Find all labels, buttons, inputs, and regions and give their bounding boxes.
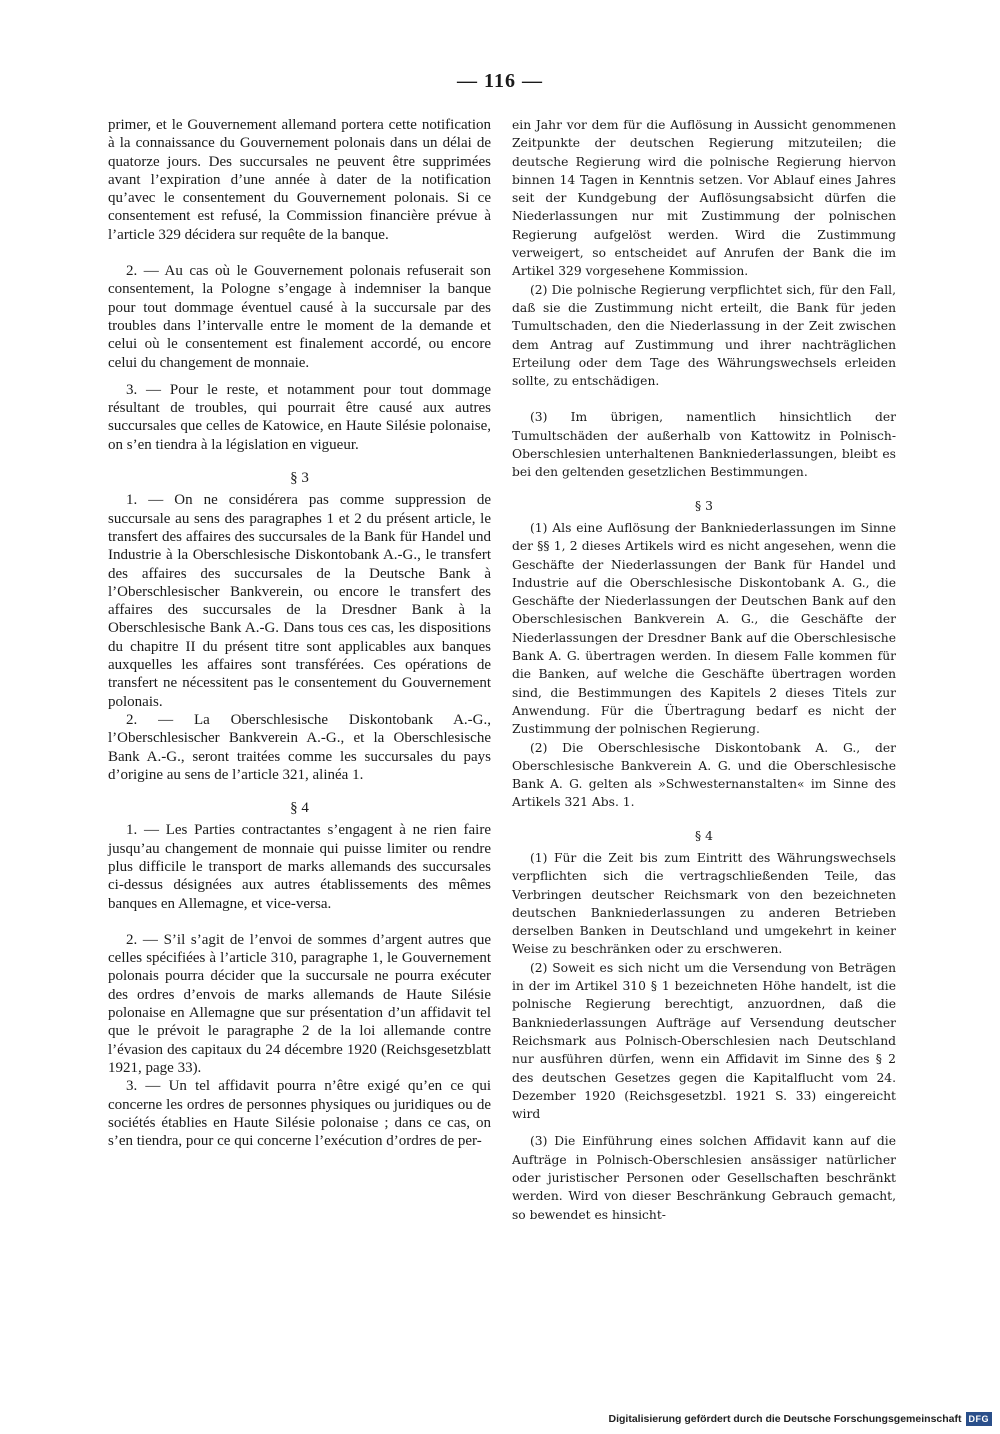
digitization-footer (609, 1412, 992, 1426)
de-section-3-paragraph-2: (2) Die Oberschlesische Diskontobank A. G., der Oberschlesische Bankverein A. G. und die Oberschlesische Bank A. G. gelten als »Schwesternanstalten« im Sinne des Artikels 321 Abs. 1. (512, 740, 896, 810)
page-number: — 116 — (457, 70, 543, 92)
de-section-4-paragraph-2: (2) Soweit es sich nicht um die Versendung von Beträgen in der im Artikel 310 § 1 bezeichneten Höhe handelt, ist die polnische Regierung berechtigt, anzuordnen, daß die Bankniederlassungen Aufträge auf Versendung deutscher Reichsmark aus Polnisch-Oberschlesien nach Deutschland nur ausführen dürfen, wenn ein Affidavit im Sinne des § 2 des deutschen Gesetzes gegen die Kapitalflucht vom 24. Dezember 1920 (Reichsgesetzbl. 1921 S. 33) eingereicht wird (512, 960, 896, 1122)
fr-section-4-title: § 4 (290, 800, 309, 817)
de-section-4-paragraph-1: (1) Für die Zeit bis zum Eintritt des Währungswechsels verpflichten sich die vertragschließenden Teile, das Verbringen deutscher Reichsmark von den bezeichneten deutschen Bankniederlassungen zu anderen Betrieben derselben Banken in Deutschland und umgekehrt in keiner Weise zu beschränken oder zu erschweren. (512, 850, 896, 957)
fr-section-4-paragraph-1: 1. — Les Parties contractantes s’engagent à ne rien faire jusqu’au changement de monnaie qui puisse limiter ou rendre plus difficile le transport de marks allemands des succursales ci-dessus désignées aux autres établissements des mêmes banques en Allemagne, et vice-versa. (108, 822, 491, 912)
de-section-3-paragraph-1: (1) Als eine Auflösung der Bankniederlassungen im Sinne der §§ 1, 2 dieses Artikels wird es nicht angesehen, wenn die Geschäfte der Niederlassungen der Bank für Handel und Industrie auf die Oberschlesische Diskontobank A. G., die Geschäfte der Niederlassungen der Deutschen Bank auf den Oberschlesischen Bankverein A. G., die Geschäfte der Niederlassungen der Dresdner Bank auf die Oberschlesische Bank A. G. übertragen werden. In diesem Falle kommen für die Banken, auf welche die Geschäfte übertragen worden sind, die Bestimmungen des Kapitels 2 dieses Titels zur Anwendung. Für die Übertragung bedarf es nicht der Zustimmung der polnischen Regierung. (512, 520, 896, 737)
de-section-4-title: § 4 (695, 828, 713, 843)
de-paragraph-2: (2) Die polnische Regierung verpflichtet sich, für den Fall, daß sie die Zustimmung nicht erteilt, die Bank für jeden Tumultschaden, den die Niederlassung in der Zeit zwischen dem Antrag auf Zustimmung und ihrer nachträglichen Erteilung oder dem Tage des Währungswechsels erleiden sollte, zu entschädigen. (512, 282, 896, 389)
de-paragraph-3: (3) Im übrigen, namentlich hinsichtlich der Tumultschäden der außerhalb von Kattowitz in Polnisch-Oberschlesien unterhaltenen Bankniederlassungen, bleibt es bei den geltenden gesetzlichen Bestimmungen. (512, 410, 896, 480)
fr-section-4-paragraph-2: 2. — S’il s’agit de l’envoi de sommes d’argent autres que celles spécifiées à l’article 310, paragraphe 1, le Gouvernement polonais pourra décider que la succursale ne pourra exécuter des ordres d’envois de marks allemands de Haute Silésie polonaise en Allemagne que sur présentation d’un affidavit tel que le prévoit le paragraphe 2 de la loi allemande contre l’évasion des capitaux du 24 décembre 1920 (Reichsgesetzblatt 1921, page 33). (108, 931, 491, 1076)
french-column (108, 116, 491, 1150)
fr-paragraph-3: 3. — Pour le reste, et notamment pour tout dommage résultant de troubles, qui pourrait être causé aux autres succursales que celles de Katowice, en Haute Silésie polonaise, on s’en tiendra à la législation en vigueur. (108, 381, 491, 453)
fr-paragraph-2: 2. — Au cas où le Gouvernement polonais refuserait son consentement, la Pologne s’engage à indemniser la banque pour tout dommage éventuel causé à la succursale par des troubles dans l’intervalle entre le moment de la demande et celui où le consentement est finalement accordé, ou encore celui du changement de monnaie. (108, 263, 491, 371)
de-section-3-title: § 3 (695, 498, 713, 513)
de-section-4-paragraph-3: (3) Die Einführung eines solchen Affidavit kann auf die Aufträge in Polnisch-Oberschlesien ansässiger natürlicher oder juristischer Personen oder Gesellschaften beschränkt werden. Wird von dieser Beschränkung Gebrauch gemacht, so bewendet es hinsicht- (512, 1134, 896, 1222)
fr-section-3-paragraph-1: 1. — On ne considérera pas comme suppression de succursale au sens des paragraphes 1 et 2 du présent article, le transfert des affaires des succursales de la Bank für Handel und Industrie à la Oberschlesische Diskontobank A.-G., le transfert des affaires des succursales de la Deutsche Bank à l’Oberschlesischer Bankverein, ou encore le transfert des affaires des succursales de la Dresdner Bank à la Oberschlesische Bank A.-G. Dans tous ces cas, les dispositions du chapitre II du présent titre sont applicables aux banques auxquelles les affaires sont transférées. Ces opérations de transfert ne nécessitent pas le consentement du Gouvernement polonais. (108, 492, 491, 710)
fr-section-4-paragraph-3: 3. — Un tel affidavit pourra n’être exigé qu’en ce qui concerne les ordres de personnes physiques ou juridiques ou de sociétés établies en Haute Silésie polonaise ; dans ce cas, on s’en tiendra, pour ce qui concerne l’exécution d’ordres de per- (108, 1078, 491, 1150)
german-column (512, 116, 896, 1224)
fr-paragraph-1: primer, et le Gouvernement allemand portera cette notification à la connaissance du Gouvernement polonais dans un délai de quatorze jours. Des succursales ne peuvent être supprimées avant l’expiration d’une année à dater de la notification qu’avec le consentement du Gouvernement polonais. Si ce consentement est refusé, la Commission financière prévue à l’article 329 décidera sur requête de la banque. (108, 117, 491, 243)
fr-section-3-paragraph-2: 2. — La Oberschlesische Diskontobank A.-G., l’Oberschlesischer Bankverein A.-G., et la Oberschlesische Bank A.-G., seront traitées comme les succursales du pays d’origine au sens de l’article 321, alinéa 1. (108, 711, 491, 783)
dfg-logo-icon: DFG (966, 1412, 993, 1426)
fr-section-3-title: § 3 (290, 470, 309, 487)
de-paragraph-1: ein Jahr vor dem für die Auflösung in Aussicht genommenen Zeitpunkte der deutschen Regierung mitzuteilen; die deutsche Regierung wird die polnische Regierung hiervon binnen 14 Tagen in Kenntnis setzen. Vor Ablauf eines Jahres seit der Kundgebung der Auflösungsabsicht dürfen die Niederlassungen nur mit Zustimmung der polnischen Regierung aufgelöst werden. Wird die Zustimmung verweigert, so entscheidet auf Anrufen der Bank die im Artikel 329 vorgesehene Kommission. (512, 118, 896, 279)
footer-credit-text: Digitalisierung gefördert durch die Deutsche Forschungsgemeinschaft (608, 1413, 962, 1425)
